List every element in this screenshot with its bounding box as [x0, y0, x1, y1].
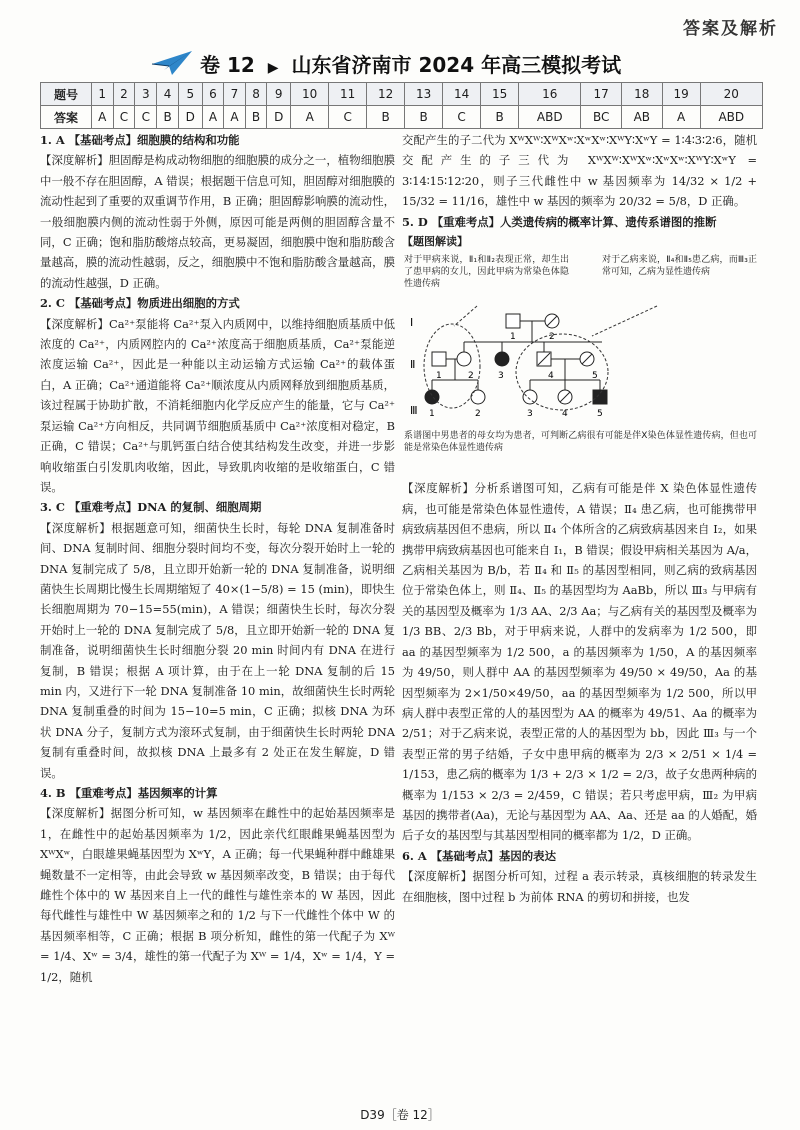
question-number-cell: 11: [329, 83, 367, 106]
answer-cell: B: [367, 106, 405, 129]
pedigree-num-III3: 3: [527, 409, 533, 420]
question-number-cell: 14: [443, 83, 481, 106]
answer-cell: D: [267, 106, 291, 129]
pedigree-num-I2: 2: [549, 332, 555, 343]
paper-title: [200, 49, 621, 78]
question-number-cell: 7: [224, 83, 246, 106]
answer-cell: C: [443, 106, 481, 129]
q1-heading: 1. A 【基础考点】细胞膜的结构和功能: [40, 133, 240, 147]
question-number-cell: 9: [267, 83, 291, 106]
answer-cell: C: [135, 106, 157, 129]
answer-cell: A: [224, 106, 246, 129]
q5-analysis: 【深度解析】分析系谱图可知，乙病有可能是伴 X 染色体显性遗传病，也可能是常染色体显性遗传，A 错误；Ⅱ₄ 患乙病，也可能携带甲病致病基因但不患病，所以 Ⅱ₄ 个体所含的乙病致病基因来自 Ⅰ₂，如果携带甲病致病基因也可能来自 Ⅰ₁，B 错误；假设甲病相关基因为 A/a，乙病相关基因为 B/b，若 Ⅱ₄ 和 Ⅱ₅ 的基因型相同，则乙病的致病基因位于常染色体上，则 Ⅱ₄、Ⅱ₅ 的基因型均为 AaBb，所以 Ⅲ₃ 与甲病有关的基因型及概率为 1/3 AA、2/3 Aa；与乙病有关的基因型及概率为 1/3 BB、2/3 Bb，对于甲病来说，人群中的发病率为 1/2 500，即 aa 的基因型频率为 1/2 500，a 的基因频率为 1/50，A 的基因频率为 49/50，则人群中 AA 的基因型频率为 49/50 × 49/50，Aa 的基因型频率为 2×1/50×49/50，aa 的基因型频率为 1/2 500，所以甲病人群中表型正常的人的基因型为 AA 的概率为 49/51、Aa 的概率为 2/51；对于乙病来说，表型正常的人的基因型为 bb，因此 Ⅲ₃ 与一个表型正常的男子结婚，子女中患甲病的概率为 2/3 × 2/51 × 1/4 = 1/153，患乙病的概率为 1/3 + 2/3 × 1/2 = 2/3，故子女患两种病的概率为 1/153 × 2/3 = 2/459，C 错误；若只考虑甲病，Ⅲ₂ 为甲病基因的携带者(Aa)，无论与基因型为 AA、Aa、还是 aa 的人婚配，婚后子女的基因型与其基因型相同的概率都为 1/2，D 正确。: [402, 481, 757, 843]
q4-analysis: 【深度解析】据图分析可知，w 基因频率在雌性中的起始基因频率是 1，在雌性中的起始基因频率为 1/2，因此亲代红眼雌果蝇基因型为 XᵂXʷ，白眼雄果蝇基因型为 XʷY，A 正确；每一代果蝇种群中雌雄果蝇数量不一定相等，由此会导致 w 基因频率改变，B 错误；由于每代雌性个体中的 W 基因来自上一代的雌性与雄性亲本的 W 基因，因此每代雌性与雄性中 W 基因频率之和的 1/2 与下一代雌性个体中 W 的基因频率相等，C 正确；根据 B 项分析知，雌性的第一代配子为 Xᵂ = 1/4、Xʷ = 3/4，雄性的第一代配子为 Xᵂ = 1/4，Xʷ = 1/4，Y = 1/2，随机: [40, 806, 395, 984]
answer-cell: A: [92, 106, 114, 129]
question-number-cell: 2: [113, 83, 135, 106]
pedigree-note-left-box: [404, 254, 569, 306]
question-number-cell: 16: [519, 83, 581, 106]
q5-diagram-label: 【题图解读】: [402, 235, 468, 249]
paper-title-bar: [150, 46, 650, 80]
q3-heading: 3. C 【重难考点】DNA 的复制、细胞周期: [40, 500, 262, 515]
pedigree-III2-female: [471, 390, 485, 404]
question-number-cell: 19: [662, 83, 700, 106]
pedigree-note-bottom: 系谱图中男患者的母女均为患者，可判断乙病很有可能是伴X染色体显性遗传病，但也可能是常染色体显性遗传病: [404, 431, 757, 454]
pedigree-III3-female: [523, 390, 537, 404]
q6-analysis: 【深度解析】据图分析可知，过程 a 表示转录，真核细胞的转录发生在细胞核，图中过程 b 为前体 RNA 的剪切和拼接，也发: [402, 869, 757, 904]
pedigree-num-III2: 2: [475, 409, 481, 420]
question-number-cell: 4: [157, 83, 179, 106]
pedigree-num-II3: 3: [498, 371, 504, 382]
q2-analysis: 【深度解析】Ca²⁺泵能将 Ca²⁺泵入内质网中，以维持细胞质基质中低浓度的 Ca²⁺，内质网腔内的 Ca²⁺浓度高于细胞质基质，Ca²⁺泵能逆浓度运输 Ca²⁺，因此是一种能以主动运输方式运输 Ca²⁺的载体蛋白，A 正确；Ca²⁺通道能将 Ca²⁺顺浓度从内质网释放到细胞质基质，该过程属于协助扩散，不消耗细胞内化学反应产生的能量，它与 Ca²⁺泵运输 Ca²⁺方向相反，共同调节细胞质基质中 Ca²⁺浓度相对稳定，B 正确，C 错误；Ca²⁺与肌钙蛋白结合使其结构发生改变，并进一步影响收缩蛋白引发肌肉收缩，因此，导致肌肉收缩的是收缩蛋白，C 错误。: [40, 316, 395, 494]
section-corner-label: 答案及解析: [683, 19, 778, 39]
answer-cell: BC: [581, 106, 622, 129]
q4-heading: 4. B 【重难考点】基因频率的计算: [40, 786, 218, 800]
answer-cell: AB: [621, 106, 662, 129]
volume-label: 卷 12: [200, 52, 255, 77]
pedigree-num-III1: 1: [429, 409, 435, 420]
answer-table: [40, 82, 763, 129]
answer-table-answer-row: [41, 106, 763, 129]
exam-name: 山东省济南市 2024 年高三模拟考试: [291, 52, 622, 77]
pedigree-I1-male: [506, 314, 520, 328]
pedigree-note-bottom-box: [404, 430, 757, 474]
question-number-cell: 13: [405, 83, 443, 106]
answer-cell: C: [113, 106, 135, 129]
question-number-cell: 10: [291, 83, 329, 106]
pedigree-num-II2: 2: [468, 371, 474, 382]
answer-cell: B: [157, 106, 179, 129]
pedigree-num-I1: 1: [510, 332, 516, 343]
question-number-cell: 8: [245, 83, 267, 106]
generation-label-1: Ⅰ: [410, 316, 414, 330]
generation-label-3: Ⅲ: [410, 404, 418, 418]
pedigree-note-right-box: [602, 254, 757, 306]
title-arrow-icon: ▶: [267, 59, 279, 76]
question-number-cell: 17: [581, 83, 622, 106]
q3-analysis: 【深度解析】根据题意可知，细菌快生长时，每轮 DNA 复制准备时间、DNA 复制时间、细胞分裂时间均不变，每次分裂开始时上一轮的 DNA 复制完成了 5/8，且立即开始新一轮的 DNA 复制准备，说明细菌快生长周期比慢生长周期缩短了 40×(1−5/8) = 15 (min)，即快生长细胞周期为 70−15=55(min)，A 错误；细菌快生长时，每次分裂开始时上一轮的 DNA 复制完成了 5/8，且立即开始新一轮的 DNA 复制准备，说明细菌快生长时细胞分裂 20 min 时间内有 DNA 在进行复制，B 错误；根据 A 项计算，由于在上一轮 DNA 复制的后 15 min 内，又进行下一轮 DNA 复制准备 10 min，故细菌快生长时两轮 DNA 复制重叠的时间为 15−10=5 min，C 正确；拟核 DNA 为环状 DNA 分子，复制方式为滚环式复制，由于细菌快生长时两轮 DNA 复制有重叠时间，故拟核 DNA 上最多有 2 处正在发生解旋，D 错误。: [40, 520, 395, 780]
question-number-cell: 18: [621, 83, 662, 106]
left-column: [40, 130, 395, 987]
page-footer: D39［卷 12］: [360, 1108, 440, 1122]
pedigree-note-right: 对于乙病来说，Ⅱ₄和Ⅱ₅患乙病，而Ⅲ₃正常可知，乙病为显性遗传病: [602, 255, 757, 278]
q4-analysis-continued: 交配产生的子二代为 XᵂXᵂ∶XᵂXʷ∶XʷXʷ∶XᵂY∶XʷY = 1∶4∶3∶2∶6，随机交配产生的子三代为 XᵂXᵂ∶XᵂXʷ∶XʷXʷ∶XᵂY∶XʷY = 3∶14∶15∶12∶20，则子三代雌性中 w 基因频率为 14/32 × 1/2 + 15/32 = 11/16，雄性中 w 基因的频率为 20/32 = 5/8，D 正确。: [402, 133, 757, 209]
pedigree-II3-female-affected: [495, 352, 509, 366]
answer-cell: B: [245, 106, 267, 129]
pedigree-note-left: 对于甲病来说，Ⅱ₁和Ⅱ₂表现正常，却生出了患甲病的女儿，因此甲病为常染色体隐性遗传病: [404, 255, 569, 290]
pedigree-diagram: [402, 254, 757, 476]
pedigree-III5-male-affected: [593, 390, 607, 404]
pedigree-pointer-left: [454, 306, 477, 326]
question-number-cell: 20: [700, 83, 762, 106]
row-label-answer: 答案: [41, 106, 92, 129]
generation-label-2: Ⅱ: [410, 358, 416, 372]
pedigree-num-III5: 5: [597, 409, 603, 420]
paper-plane-icon: [150, 48, 194, 78]
q5-heading: 5. D 【重难考点】人类遗传病的概率计算、遗传系谱图的推断: [402, 214, 717, 229]
question-number-cell: 12: [367, 83, 405, 106]
q6-heading: 6. A 【基础考点】基因的表达: [402, 848, 556, 863]
pedigree-num-III4: 4: [562, 409, 568, 420]
pedigree-num-II4: 4: [548, 371, 554, 382]
pedigree-pointer-right: [592, 306, 657, 336]
pedigree-II1-male: [432, 352, 446, 366]
question-number-cell: 15: [481, 83, 519, 106]
answer-cell: D: [178, 106, 202, 129]
pedigree-II2-female: [457, 352, 471, 366]
right-column: [402, 130, 757, 907]
q2-heading: 2. C 【基础考点】物质进出细胞的方式: [40, 296, 240, 311]
question-number-cell: 5: [178, 83, 202, 106]
pedigree-num-II1: 1: [436, 371, 442, 382]
answer-cell: A: [291, 106, 329, 129]
q1-analysis: 【深度解析】胆固醇是构成动物细胞的细胞膜的成分之一，植物细胞膜中一般不存在胆固醇，A 错误；根据题干信息可知，胆固醇对细胞膜的流动性起到了重要的双重调节作用，B 正确；胆固醇影响膜的流动性，一般细胞膜内侧的流动性弱于外侧，原因可能是两侧的胆固醇含量不同，C 正确；饱和脂肪酸熔点较高，更易凝固，细胞膜中饱和脂肪酸含量越高，膜的流动性越弱，反之，细胞膜中不饱和脂肪酸含量越高，膜的流动性越强，D 正确。: [40, 153, 395, 290]
pedigree-num-II5: 5: [592, 371, 598, 382]
question-number-cell: 6: [202, 83, 224, 106]
answer-cell: ABD: [519, 106, 581, 129]
answer-table-number-row: [41, 83, 763, 106]
answer-cell: ABD: [700, 106, 762, 129]
answer-cell: A: [202, 106, 224, 129]
answer-cell: B: [481, 106, 519, 129]
answer-cell: B: [405, 106, 443, 129]
row-label-question: 题号: [41, 83, 92, 106]
question-number-cell: 3: [135, 83, 157, 106]
answer-cell: A: [662, 106, 700, 129]
question-number-cell: 1: [92, 83, 114, 106]
answer-cell: C: [329, 106, 367, 129]
